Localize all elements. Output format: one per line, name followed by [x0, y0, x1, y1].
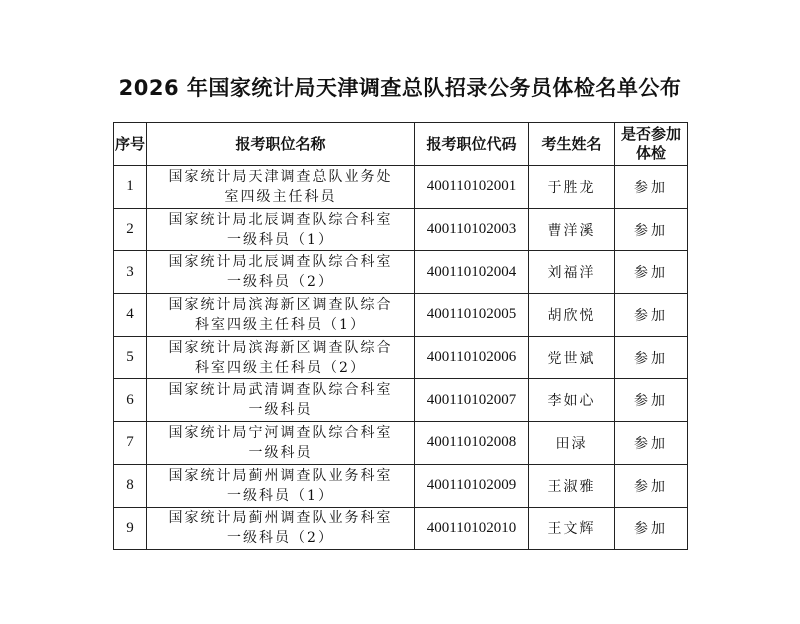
table-row: [114, 251, 688, 294]
cell-position-name: 国家统计局北辰调查队综合科室一级科员（1）: [147, 208, 415, 251]
cell-seq: 4: [114, 294, 147, 337]
cell-seq: 7: [114, 422, 147, 465]
cell-attend: 参加: [615, 251, 688, 294]
cell-attend: 参加: [615, 208, 688, 251]
cell-attend: 参加: [615, 379, 688, 422]
cell-position-name: 国家统计局宁河调查队综合科室一级科员: [147, 422, 415, 465]
cell-attend: 参加: [615, 464, 688, 507]
cell-seq: 3: [114, 251, 147, 294]
cell-position-code: 400110102005: [415, 294, 529, 337]
exam-roster-table: [113, 122, 688, 550]
cell-seq: 2: [114, 208, 147, 251]
cell-attend: 参加: [615, 507, 688, 550]
cell-attend: 参加: [615, 294, 688, 337]
cell-attend: 参加: [615, 166, 688, 209]
cell-position-code: 400110102009: [415, 464, 529, 507]
header-position-code: 报考职位代码: [415, 123, 529, 166]
table-row: [114, 294, 688, 337]
cell-position-name: 国家统计局蓟州调查队业务科室一级科员（2）: [147, 507, 415, 550]
cell-position-name: 国家统计局滨海新区调查队综合科室四级主任科员（1）: [147, 294, 415, 337]
cell-position-name: 国家统计局天津调查总队业务处室四级主任科员: [147, 166, 415, 209]
cell-position-code: 400110102010: [415, 507, 529, 550]
table-row: [114, 507, 688, 550]
cell-candidate-name: 党世斌: [529, 336, 615, 379]
cell-candidate-name: 刘福洋: [529, 251, 615, 294]
table-row: [114, 379, 688, 422]
cell-position-code: 400110102008: [415, 422, 529, 465]
cell-candidate-name: 李如心: [529, 379, 615, 422]
cell-seq: 6: [114, 379, 147, 422]
cell-position-code: 400110102007: [415, 379, 529, 422]
page-title: 2026 年国家统计局天津调查总队招录公务员体检名单公布: [118, 76, 682, 100]
header-position-name: 报考职位名称: [147, 123, 415, 166]
header-attend-exam: 是否参加体检: [615, 123, 688, 166]
table-row: [114, 464, 688, 507]
cell-candidate-name: 于胜龙: [529, 166, 615, 209]
cell-candidate-name: 田渌: [529, 422, 615, 465]
table-row: [114, 422, 688, 465]
cell-position-name: 国家统计局滨海新区调查队综合科室四级主任科员（2）: [147, 336, 415, 379]
cell-position-code: 400110102004: [415, 251, 529, 294]
cell-position-code: 400110102003: [415, 208, 529, 251]
cell-seq: 5: [114, 336, 147, 379]
table-header-row: [114, 123, 688, 166]
cell-position-name: 国家统计局北辰调查队综合科室一级科员（2）: [147, 251, 415, 294]
cell-candidate-name: 王淑雅: [529, 464, 615, 507]
cell-seq: 8: [114, 464, 147, 507]
cell-candidate-name: 胡欣悦: [529, 294, 615, 337]
table-row: [114, 208, 688, 251]
cell-seq: 1: [114, 166, 147, 209]
cell-position-name: 国家统计局蓟州调查队业务科室一级科员（1）: [147, 464, 415, 507]
table-row: [114, 336, 688, 379]
cell-position-code: 400110102001: [415, 166, 529, 209]
cell-attend: 参加: [615, 422, 688, 465]
cell-position-code: 400110102006: [415, 336, 529, 379]
cell-candidate-name: 曹洋溪: [529, 208, 615, 251]
table-row: [114, 166, 688, 209]
cell-candidate-name: 王文辉: [529, 507, 615, 550]
cell-seq: 9: [114, 507, 147, 550]
header-seq: 序号: [114, 123, 147, 166]
header-candidate-name: 考生姓名: [529, 123, 615, 166]
cell-position-name: 国家统计局武清调查队综合科室一级科员: [147, 379, 415, 422]
cell-attend: 参加: [615, 336, 688, 379]
